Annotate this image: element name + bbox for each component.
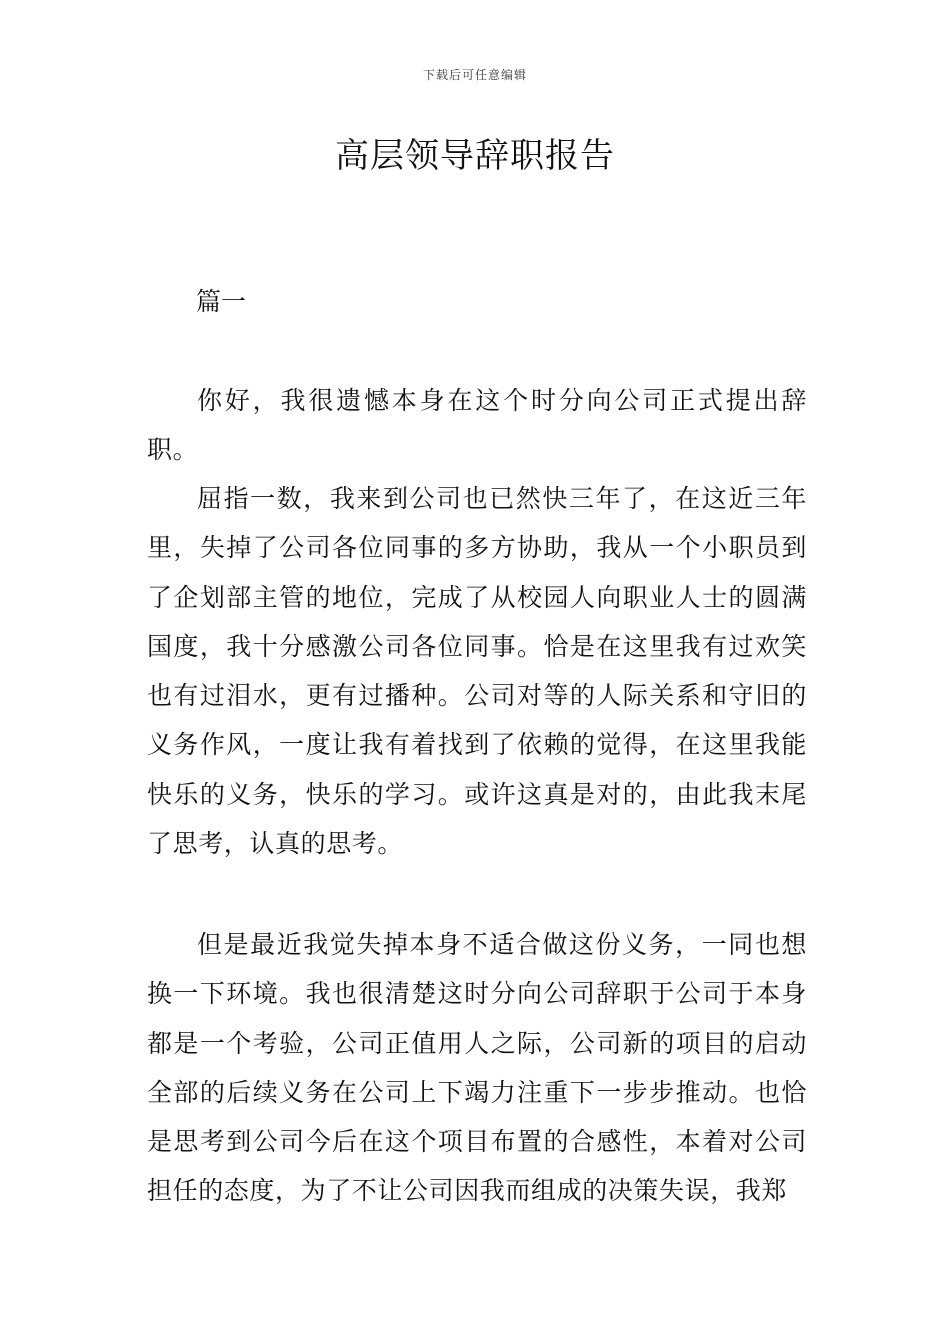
download-note: 下载后可任意编辑 — [422, 68, 527, 82]
section-label: 篇一 — [196, 287, 247, 316]
body-paragraph: 你好，我很遗憾本身在这个时分向公司正式提出辞职。 — [147, 386, 807, 465]
body-paragraph: 但是最近我觉失掉本身不适合做这份义务，一同也想换一下环境。我也很清楚这时分向公司辞职于公司于本身都是一个考验，公司正值用人之际，公司新的项目的启动全部的后续义务在公司上下竭力注重下一步步推动。也恰是思考到公司今后在这个项目布置的合感性，本着对公司担任的态度，为了不让公司因我而组成的决策失误，我郑 — [147, 930, 807, 1206]
document-title: 高层领导辞职报告 — [335, 136, 615, 176]
body-paragraph: 屈指一数，我来到公司也已然快三年了，在这近三年里，失掉了公司各位同事的多方协助，我从一个小职员到了企划部主管的地位，完成了从校园人向职业人士的圆满国度，我十分感激公司各位同事。恰是在这里我有过欢笑也有过泪水，更有过播种。公司对等的人际关系和守旧的义务作风，一度让我有着找到了依赖的觉得，在这里我能快乐的义务，快乐的学习。或许这真是对的，由此我末尾了思考，认真的思考。 — [147, 484, 807, 859]
